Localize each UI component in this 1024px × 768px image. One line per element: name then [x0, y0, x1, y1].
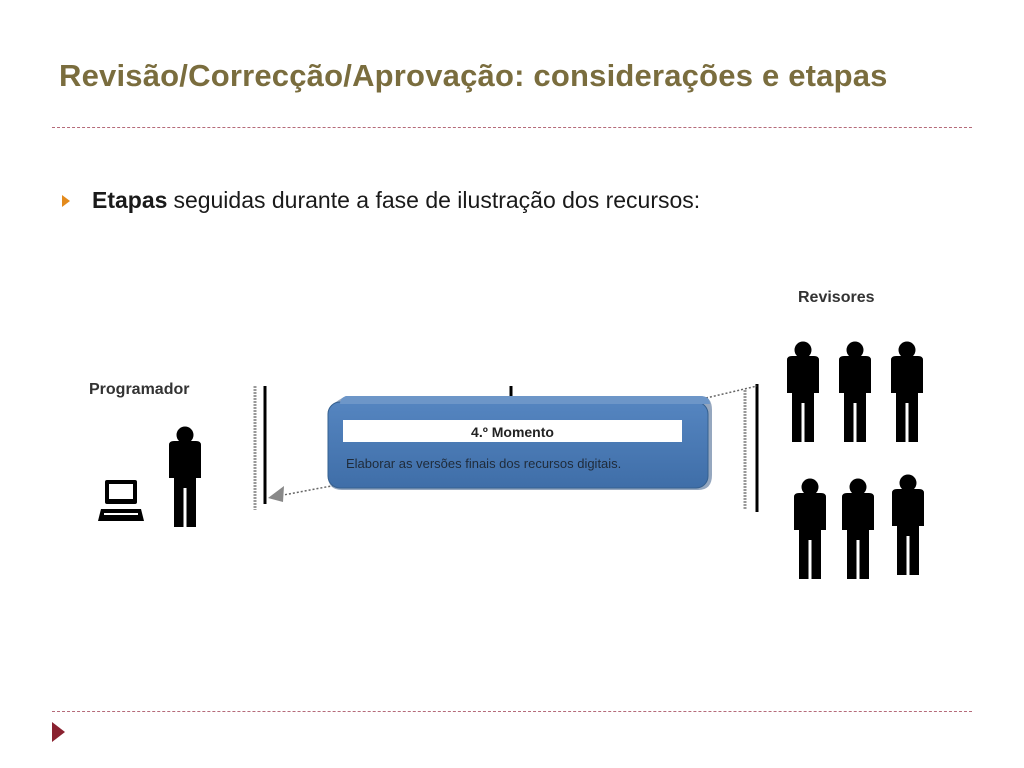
moment-description: Elaborar as versões finais dos recursos digitais. [346, 456, 622, 471]
revisores-label: Revisores [798, 289, 875, 306]
bullet-text: seguidas durante a fase de ilustração dos recursos: [173, 187, 701, 213]
programador-label: Programador [89, 381, 190, 398]
footer-arrow-icon [52, 722, 65, 742]
right-timeline-bar [745, 384, 757, 512]
reviewer-person-icon [787, 342, 819, 443]
dotted-connector [706, 386, 757, 398]
moment-box [328, 396, 712, 490]
reviewer-person-icon [794, 479, 826, 580]
reviewer-person-icon [839, 342, 871, 443]
reviewer-person-icon [892, 475, 924, 576]
left-arrow-connector [268, 484, 342, 502]
bullet-bold-text: Etapas [92, 187, 168, 213]
reviewer-person-icon [842, 479, 874, 580]
reviewer-person-icon [891, 342, 923, 443]
left-timeline-bar [255, 386, 265, 510]
slide-title: Revisão/Correcção/Aprovação: considerações e etapas [59, 58, 888, 93]
computer-icon [98, 480, 144, 521]
moment-title: 4.º Momento [471, 424, 554, 440]
bottom-divider [52, 711, 972, 712]
programmer-person-icon [169, 427, 201, 528]
